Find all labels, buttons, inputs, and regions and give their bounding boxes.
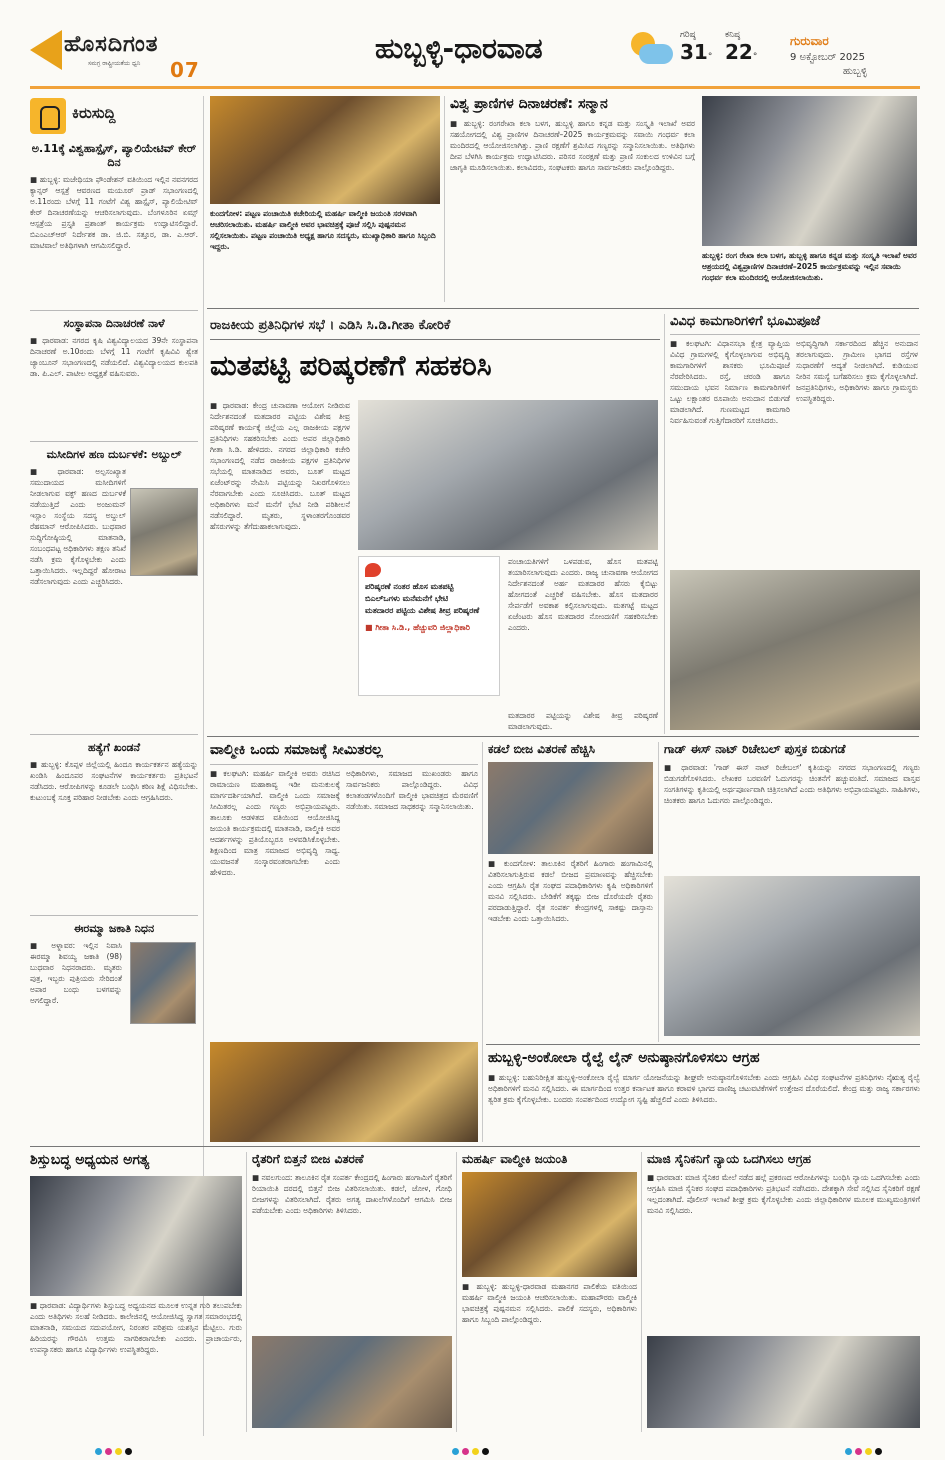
corporation-event-photo [462, 1172, 637, 1277]
black-dot-icon [125, 1448, 132, 1455]
registration-marks [95, 1440, 155, 1450]
valmiki-body-col1: ■ ಕಲಘಟಗಿ: ಮಹರ್ಷಿ ವಾಲ್ಮೀಕಿ ಅವರು ರಚಿಸಿದ ರಾಮಾಯಣ ಮಹಾಕಾವ್ಯ ಇಡೀ ಮನುಕುಲಕ್ಕೆ ಮಾರ್ಗದರ್ಶಿಯಾಗಿದೆ. ವಾಲ್ಮೀಕಿ ಒಂದು ಸಮಾಜಕ್ಕೆ ಸೀಮಿತರಲ್ಲ ಎಂದು ಗಣ್ಯರು ಅಭಿಪ್ರಾಯಪಟ್ಟರು. ತಾಲೂಕು ಆಡಳಿತದ ವತಿಯಿಂದ ಆಯೋಜಿಸಿದ್ದ ಜಯಂತಿ ಕಾರ್ಯಕ್ರಮದಲ್ಲಿ ಮಾತನಾಡಿ, ವಾಲ್ಮೀಕಿ ಅವರ ಆದರ್ಶಗಳನ್ನು ಪ್ರತಿಯೊಬ್ಬರೂ ಅಳವಡಿಸಿಕೊಳ್ಳಬೇಕು. ಶಿಕ್ಷಣದಿಂದ ಮಾತ್ರ ಸಮಾಜದ ಅಭಿವೃದ್ಧಿ ಸಾಧ್ಯ. ಯುವಜನತೆ ಸಂಸ್ಕಾರವಂತರಾಗಬೇಕು ಎಂದು ಹೇಳಿದರು. [210, 769, 340, 877]
divider [210, 764, 478, 765]
cyan-dot-icon [452, 1448, 459, 1455]
weekday-text: ಗುರುವಾರ [790, 34, 829, 48]
seeds-body: ■ ನವಲಗುಂದ: ತಾಲೂಕಿನ ರೈತ ಸಂಪರ್ಕ ಕೇಂದ್ರದಲ್ಲಿ ಹಿಂಗಾರು ಹಂಗಾಮಿಗೆ ರೈತರಿಗೆ ರಿಯಾಯಿತಿ ದರದಲ್ಲಿ ಬಿತ್ತನೆ ಬೀಜ ವಿತರಿಸಲಾಯಿತು. ಕಡಲೆ, ಜೋಳ, ಗೋಧಿ ಬೀಜಗಳನ್ನು ವಿತರಿಸಲಾಗಿದೆ. ರೈತರು ಅಗತ್ಯ ದಾಖಲೆಗಳೊಂದಿಗೆ ಆಗಮಿಸಿ ಬೀಜ ಪಡೆಯಬೇಕು ಎಂದು ಅಧಿಕಾರಿಗಳು ತಿಳಿಸಿದರು. [252, 1173, 452, 1215]
brief-headline: ಸಂಸ್ಥಾಪನಾ ದಿನಾಚರಣೆ ನಾಳೆ [63, 317, 165, 330]
divider [30, 441, 198, 442]
bhoomi-body-col1: ■ ಕಲಘಟಗಿ: ವಿಧಾನಸಭಾ ಕ್ಷೇತ್ರ ವ್ಯಾಪ್ತಿಯ ವಿವಿಧ ಗ್ರಾಮಗಳಲ್ಲಿ ಕೈಗೊಳ್ಳಲಾಗುವ ಅಭಿವೃದ್ಧಿ ಕಾಮಗಾರಿಗಳಿಗೆ ಶಾಸಕರು ಭೂಮಿಪೂಜೆ ನೆರವೇರಿಸಿದರು. ರಸ್ತೆ, ಚರಂಡಿ ಹಾಗೂ ಸಮುದಾಯ ಭವನ ನಿರ್ಮಾಣ ಕಾಮಗಾರಿಗಳಿಗೆ ಒಟ್ಟು ಲಕ್ಷಾಂತರ ರೂಪಾಯಿ ಅನುದಾನ ಬಿಡುಗಡೆ ಮಾಡಲಾಗಿದೆ. ಗುಣಮಟ್ಟದ ಕಾಮಗಾರಿ ನಿರ್ವಹಿಸುವಂತೆ ಗುತ್ತಿಗೆದಾರರಿಗೆ ಸೂಚಿಸಿದರು. [670, 339, 790, 425]
weekday [790, 30, 920, 50]
meeting-photo [358, 400, 658, 550]
lead-body-col3: ಪಂಚಾಯತಿಗಳಿಗೆ ಒಳಪಡುವ, ಹೊಸ ಮತಪಟ್ಟಿ ತಯಾರಿಸಲಾಗುವುದು ಎಂದರು. ರಾಜ್ಯ ಚುನಾವಣಾ ಆಯೋಗದ ನಿರ್ದೇಶನದಂತೆ ಅರ್ಹ ಮತದಾರರ ಹೆಸರು ಕೈಬಿಟ್ಟು ಹೋಗದಂತೆ ಎಚ್ಚರಿಕೆ ವಹಿಸಬೇಕು. ಹೊಸ ಮತದಾರರ ಸೇರ್ಪಡೆಗೆ ಅವಕಾಶ ಕಲ್ಪಿಸಲಾಗುವುದು. ಮತಗಟ್ಟೆ ಮಟ್ಟದ ಏಜೆಂಟರು ಹೊಸ ಮತದಾರರ ನೋಂದಣಿಗೆ ಸಹಕರಿಸಬೇಕು ಎಂದರು. [508, 557, 658, 632]
wildlife-caption: ಹುಬ್ಬಳ್ಳಿ: ರಂಗ ರೇಖಾ ಕಲಾ ಬಳಗ, ಹುಬ್ಬಳ್ಳಿ ಹಾಗೂ ಕನ್ನಡ ಮತ್ತು ಸಂಸ್ಕೃತಿ ಇಲಾಖೆ ಅವರ ಆಶ್ರಯದಲ್ಲಿ ವಿಶ್ವಪ್ರಾಣಿಗಳ ದಿನಾಚರಣೆ–2025 ಕಾರ್ಯಕ್ರಮವನ್ನು ಇಲ್ಲಿನ ಸವಾಯಿ ಗಂಧರ್ವ ಕಲಾ ಮಂದಿರದಲ್ಲಿ ಆಯೋಜಿಸಲಾಯಿತು. [702, 251, 917, 282]
quote-line: ಬಿಎಲ್‌ಒಗಳು ಮನೆಮನೆಗೆ ಭೇಟಿ [365, 594, 449, 603]
max-temp-label: ಗರಿಷ್ಠ [680, 30, 696, 40]
section-rule [486, 1044, 920, 1045]
brief-body: ■ ಹುಬ್ಬಳ್ಳಿ: ಕೊಪ್ಪಳ ಜಿಲ್ಲೆಯಲ್ಲಿ ಹಿಂದೂ ಕಾರ್ಯಕರ್ತನ ಹತ್ಯೆಯನ್ನು ಖಂಡಿಸಿ ಹಿಂದೂಪರ ಸಂಘಟನೆಗಳ ಕಾರ್ಯಕರ್ತರು ಪ್ರತಿಭಟನೆ ನಡೆಸಿದರು. ಆರೋಪಿಗಳನ್ನು ಕೂಡಲೇ ಬಂಧಿಸಿ ಕಠಿಣ ಶಿಕ್ಷೆ ವಿಧಿಸಬೇಕು. ಕುಟುಂಬಕ್ಕೆ ಸೂಕ್ತ ಪರಿಹಾರ ನೀಡಬೇಕು ಎಂದು ಆಗ್ರಹಿಸಿದರು. [30, 760, 198, 802]
logo-text: ಹೊಸದಿಗಂತ [64, 32, 159, 57]
yellow-dot-icon [865, 1448, 872, 1455]
min-temp-value: 22 [725, 40, 753, 64]
column-rule [641, 1152, 642, 1432]
railway-headline: ಹುಬ್ಬಳ್ಳಿ-ಅಂಕೋಲಾ ರೈಲ್ವೆ ಲೈನ್ ಅನುಷ್ಠಾನಗೊಳಿಸಲು ಆಗ್ರಹ [488, 1050, 760, 1066]
photo-caption: ಕುಂದಗೋಳ: ಪಟ್ಟಣ ಪಂಚಾಯಿತಿ ಕಚೇರಿಯಲ್ಲಿ ಮಹರ್ಷಿ ವಾಲ್ಮೀಕಿ ಜಯಂತಿ ಸರಳವಾಗಿ ಆಚರಿಸಲಾಯಿತು. ಮಹರ್ಷಿ ವಾಲ್ಮೀಕಿ ಅವರ ಭಾವಚಿತ್ರಕ್ಕೆ ಪೂಜೆ ಸಲ್ಲಿಸಿ ಪುಷ್ಪನಮನ ಸಲ್ಲಿಸಲಾಯಿತು. ಪಟ್ಟಣ ಪಂಚಾಯಿತಿ ಅಧ್ಯಕ್ಷ ಹಾಗೂ ಸದಸ್ಯರು, ಮುಖ್ಯಾಧಿಕಾರಿ ಹಾಗೂ ಸಿಬ್ಬಂದಿ ಇದ್ದರು. [210, 209, 436, 251]
magenta-dot-icon [462, 1448, 469, 1455]
soldier-body: ■ ಧಾರವಾಡ: ಮಾಜಿ ಸೈನಿಕರ ಮೇಲೆ ನಡೆದ ಹಲ್ಲೆ ಪ್ರಕರಣದ ಆರೋಪಿಗಳನ್ನು ಬಂಧಿಸಿ ನ್ಯಾಯ ಒದಗಿಸಬೇಕು ಎಂದು ಆಗ್ರಹಿಸಿ ಮಾಜಿ ಸೈನಿಕರ ಸಂಘದ ಪದಾಧಿಕಾರಿಗಳು ಪ್ರತಿಭಟನೆ ನಡೆಸಿದರು. ದೇಶಕ್ಕಾಗಿ ಸೇವೆ ಸಲ್ಲಿಸಿದ ಸೈನಿಕರಿಗೆ ರಕ್ಷಣೆ ಇಲ್ಲದಂತಾಗಿದೆ. ಪೊಲೀಸ್ ಇಲಾಖೆ ಶೀಘ್ರ ಕ್ರಮ ಕೈಗೊಳ್ಳಬೇಕು ಎಂದು ಜಿಲ್ಲಾಧಿಕಾರಿಗಳ ಮೂಲಕ ಮುಖ್ಯಮಂತ್ರಿಗಳಿಗೆ ಮನವಿ ಸಲ್ಲಿಸಿದರು. [647, 1173, 920, 1215]
magenta-dot-icon [105, 1448, 112, 1455]
lead-headline: ಮತಪಟ್ಟಿ ಪರಿಷ್ಕರಣೆಗೆ ಸಹಕರಿಸಿ [210, 349, 492, 382]
book-release-photo [664, 876, 920, 1036]
column-rule [444, 96, 445, 302]
bhoomi-body-col2: ಅಭಿವೃದ್ಧಿಗಾಗಿ ಸರ್ಕಾರದಿಂದ ಹೆಚ್ಚಿನ ಅನುದಾನ ತರಲಾಗುವುದು. ಗ್ರಾಮೀಣ ಭಾಗದ ರಸ್ತೆಗಳ ಸುಧಾರಣೆಗೆ ಆದ್ಯತೆ ನೀಡಲಾಗಿದೆ. ಕುಡಿಯುವ ನೀರಿನ ಸಮಸ್ಯೆ ಬಗೆಹರಿಸಲು ಕ್ರಮ ಕೈಗೊಳ್ಳಲಾಗಿದೆ. ಜನಪ್ರತಿನಿಧಿಗಳು, ಅಧಿಕಾರಿಗಳು ಹಾಗೂ ಗ್ರಾಮಸ್ಥರು ಉಪಸ್ಥಿತರಿದ್ದರು. [796, 339, 918, 403]
min-temp-block [725, 30, 775, 74]
bhoomi-headline: ವಿವಿಧ ಕಾಮಗಾರಿಗಳಿಗೆ ಭೂಮಿಪೂಜೆ [670, 314, 821, 329]
cyan-dot-icon [95, 1448, 102, 1455]
wildlife-headline: ವಿಶ್ವ ಪ್ರಾಣಿಗಳ ದಿನಾಚರಣೆ: ಸನ್ಮಾನ [450, 96, 608, 112]
discipline-body: ■ ಧಾರವಾಡ: ವಿದ್ಯಾರ್ಥಿಗಳು ಶಿಸ್ತುಬದ್ಧ ಅಧ್ಯಯನದ ಮೂಲಕ ಉನ್ನತ ಗುರಿ ತಲುಪಬೇಕು ಎಂದು ಅತಿಥಿಗಳು ಸಲಹೆ ನೀಡಿದರು. ಕಾಲೇಜಿನಲ್ಲಿ ಆಯೋಜಿಸಿದ್ದ ಸ್ವಾಗತ ಸಮಾರಂಭದಲ್ಲಿ ಮಾತನಾಡಿ, ಸಮಯದ ಸದುಪಯೋಗ, ನಿರಂತರ ಪರಿಶ್ರಮ ಯಶಸ್ಸಿನ ಮೆಟ್ಟಿಲು. ಗುರು ಹಿರಿಯರನ್ನು ಗೌರವಿಸಿ ಉತ್ತಮ ನಾಗರಿಕರಾಗಬೇಕು ಎಂದರು. ಪ್ರಾಚಾರ್ಯರು, ಉಪನ್ಯಾಸಕರು ಹಾಗೂ ವಿದ್ಯಾರ್ಥಿಗಳು ಉಪಸ್ಥಿತರಿದ್ದರು. [30, 1301, 242, 1354]
divider [30, 915, 198, 916]
brief-headline: ಹತ್ಯೆಗೆ ಖಂಡನೆ [87, 741, 141, 754]
brief-body: ■ ಅಳ್ನಾವರ: ಇಲ್ಲಿನ ನಿವಾಸಿ ಈರಮ್ಮಾ ಶಿವಯ್ಯ ಜಕಾತಿ (98) ಬುಧವಾರ ನಿಧನರಾದರು. ಮೃತರು ಪುತ್ರ, ಇಬ್ಬರು ಪುತ್ರಿಯರು ಸೇರಿದಂತೆ ಅಪಾರ ಬಂಧು ಬಳಗವನ್ನು ಅಗಲಿದ್ದಾರೆ. [30, 941, 122, 1005]
divider [30, 734, 198, 735]
brief-headline: ಈರಮ್ಮಾ ಜಕಾತಿ ನಿಧನ [73, 922, 155, 935]
soldier-headline: ಮಾಜಿ ಸೈನಿಕನಿಗೆ ನ್ಯಾಯ ಒದಗಿಸಲು ಆಗ್ರಹ [647, 1152, 811, 1166]
brief-body: ■ ಹುಬ್ಬಳ್ಳಿ: ಮಜೇಥಿಯಾ ಫೌಂಡೇಶನ್ ವತಿಯಿಂದ ಇಲ್ಲಿನ ನವನಗರದ ಕ್ಯಾನ್ಸರ್ ಆಸ್ಪತ್ರೆ ಆವರಣದ ಮಯೂರ್ ಪ್ರಾಡ್ ಸಭಾಂಗಣದಲ್ಲಿ ಅ.11ರಂದು ಬೆಳಗ್ಗೆ 11 ಗಂಟೆಗೆ ವಿಶ್ವ ಹಾಸ್ಪೈಸ್, ಪ್ಯಾಲಿಯೇಟಿವ್ ಕೇರ್ ದಿನಾಚರಣೆಯನ್ನು ಆಚರಿಸಲಾಗುವುದು. ಬೆಂಗಳೂರಿನ ಏಮ್ಸ್ ಆಸ್ಪತ್ರೆಯ ಪ್ರಸ್ತೃತಿ ಪ್ರಶಾಂತ್ ಕಾರ್ಯಕ್ರಮ ಉದ್ಘಾಟಿಸಲಿದ್ದಾರೆ. ಬಿಎಂಎಚ್‌ಆರ್ ನಿರ್ದೇಶಕ ಡಾ. ಜಿ.ಬಿ. ಸತ್ತೂರ, ಡಾ. ಎ.ಆರ್. ಮಾಟಿವಾಲೆ ಅತಿಥಿಗಳಾಗಿ ಆಗಮಿಸಲಿದ್ದಾರೆ. [30, 175, 198, 250]
divider [670, 334, 920, 335]
quote-attribution: ■ ಗೀತಾ ಸಿ.ಡಿ., ಹೆಚ್ಚುವರಿ ಜಿಲ್ಲಾಧಿಕಾರಿ [365, 623, 471, 632]
edition-city: ಹುಬ್ಬಳ್ಳಿ-ಧಾರವಾಡ [375, 32, 543, 65]
min-temp-label: ಕನಿಷ್ಠ [725, 30, 741, 40]
degree-sign: ° [707, 52, 713, 62]
brief-item [30, 448, 198, 728]
valmiki-jayanti-event-photo [210, 1042, 478, 1142]
kadale-headline: ಕಡಲೆ ಬೀಜ ವಿತರಣೆ ಹೆಚ್ಚಿಸಿ [488, 742, 596, 756]
wildlife-event-photo [702, 96, 917, 246]
seeds-headline: ರೈತರಿಗೆ ಬಿತ್ತನೆ ಬೀಜ ವಿತರಣೆ [252, 1152, 364, 1166]
page-number: 07 [170, 58, 200, 82]
degree-sign: ° [752, 52, 758, 62]
black-dot-icon [875, 1448, 882, 1455]
quote-line: ಪರಿಷ್ಕರಣೆ ನಂತರ ಹೊಸ ಮತಪಟ್ಟಿ [365, 582, 454, 591]
portrait-photo [130, 488, 198, 576]
brief-headline: ಮಸೀದಿಗಳ ಹಣ ದುರ್ಬಳಕೆ: ಅಬ್ದುಲ್ [46, 448, 182, 461]
yellow-dot-icon [472, 1448, 479, 1455]
jayanti-body: ■ ಹುಬ್ಬಳ್ಳಿ: ಹುಬ್ಬಳ್ಳಿ-ಧಾರವಾಡ ಮಹಾನಗರ ಪಾಲಿಕೆಯ ವತಿಯಿಂದ ಮಹರ್ಷಿ ವಾಲ್ಮೀಕಿ ಜಯಂತಿ ಆಚರಿಸಲಾಯಿತು. ಮಹಾಪೌರರು ವಾಲ್ಮೀಕಿ ಭಾವಚಿತ್ರಕ್ಕೆ ಪುಷ್ಪನಮನ ಸಲ್ಲಿಸಿದರು. ಪಾಲಿಕೆ ಸದಸ್ಯರು, ಅಧಿಕಾರಿಗಳು ಹಾಗೂ ಸಿಬ್ಬಂದಿ ಪಾಲ್ಗೊಂಡಿದ್ದರು. [462, 1282, 637, 1324]
column-rule [482, 742, 483, 1142]
kiru-suddi-title: ಕಿರುಸುದ್ದಿ [72, 104, 116, 122]
railway-body: ■ ಹುಬ್ಬಳ್ಳಿ: ಬಹುನಿರೀಕ್ಷಿತ ಹುಬ್ಬಳ್ಳಿ-ಅಂಕೋಲಾ ರೈಲ್ವೆ ಮಾರ್ಗ ಯೋಜನೆಯನ್ನು ಶೀಘ್ರವೇ ಅನುಷ್ಠಾನಗೊಳಿಸಬೇಕು ಎಂದು ಆಗ್ರಹಿಸಿ ವಿವಿಧ ಸಂಘಟನೆಗಳ ಪ್ರತಿನಿಧಿಗಳು ನೈಋತ್ಯ ರೈಲ್ವೆ ಅಧಿಕಾರಿಗಳಿಗೆ ಮನವಿ ಸಲ್ಲಿಸಿದರು. ಈ ಮಾರ್ಗದಿಂದ ಉತ್ತರ ಕರ್ನಾಟಕ ಹಾಗೂ ಕರಾವಳಿ ಭಾಗದ ವಾಣಿಜ್ಯ ಚಟುವಟಿಕೆಗಳಿಗೆ ಉತ್ತೇಜನ ದೊರೆಯಲಿದೆ. ಕೇಂದ್ರ ಮತ್ತು ರಾಜ್ಯ ಸರ್ಕಾರಗಳು ತ್ವರಿತ ಕ್ರಮ ಕೈಗೊಳ್ಳಬೇಕು. ಬಂದರು ಸಂಪರ್ಕದಿಂದ ಉದ್ಯೋಗ ಸೃಷ್ಟಿ ಹೆಚ್ಚಲಿದೆ ಎಂದು ತಿಳಿಸಿದರು. [488, 1073, 920, 1104]
brief-headline: ಅ.11ಕ್ಕೆ ವಿಶ್ವಹಾಸ್ಪೈಸ್, ಪ್ಯಾಲಿಯೇಟಿವ್ ಕೇರ್ ದಿನ [31, 142, 197, 169]
logo-chevron-icon [30, 30, 62, 70]
max-temp-block [680, 30, 730, 74]
magenta-dot-icon [855, 1448, 862, 1455]
jayanti-headline: ಮಹರ್ಷಿ ವಾಲ್ಮೀಕಿ ಜಯಂತಿ [462, 1152, 568, 1166]
cyan-dot-icon [845, 1448, 852, 1455]
hand-pointing-icon [30, 98, 66, 134]
bhoomi-pooje-photo [670, 570, 920, 730]
column-rule [456, 1152, 457, 1432]
students-group-photo [30, 1176, 242, 1296]
quote-line: ಮತದಾರರ ಪಟ್ಟಿಯ ವಿಶೇಷ ತೀವ್ರ ಪರಿಷ್ಕರಣೆ [365, 606, 480, 615]
issue-date: 9 ಅಕ್ಟೋಬರ್ 2025 [790, 52, 865, 63]
brief-body-wrap-text: ■ ಧಾರವಾಡ: ಅಲ್ಪಸಂಖ್ಯಾತ ಸಮುದಾಯದ ಮಸೀದಿಗಳಿಗೆ ನೀಡಲಾಗುವ ವಕ್ಫ್ ಹಣದ ದುರ್ಬಳಕೆ ನಡೆಯುತ್ತಿದೆ ಎಂದು ಅಂಜುಮನ್ ಇಸ್ಲಾಂ ಸಂಸ್ಥೆಯ ಸದಸ್ಯ ಅಬ್ದುಲ್ ರೆಹಮಾನ್ ಆರೋಪಿಸಿದರು. ಬುಧವಾರ ಸುದ್ದಿಗೋಷ್ಠಿಯಲ್ಲಿ ಮಾತನಾಡಿ, ಸಂಬಂಧಪಟ್ಟ ಅಧಿಕಾರಿಗಳು ತಕ್ಷಣ ತನಿಖೆ ನಡೆಸಿ ಕ್ರಮ ಕೈಗೊಳ್ಳಬೇಕು ಎಂದು ಒತ್ತಾಯಿಸಿದರು. ಇಲ್ಲದಿದ್ದರೆ ಹೋರಾಟ ನಡೆಸಲಾಗುವುದು ಎಂದು ಎಚ್ಚರಿಸಿದರು. [30, 467, 126, 586]
registration-marks [845, 1440, 905, 1450]
discipline-headline: ಶಿಸ್ತುಬದ್ಧ ಅಧ್ಯಯನ ಅಗತ್ಯ [30, 1152, 150, 1168]
column-rule [246, 1152, 247, 1432]
protest-photo [647, 1336, 920, 1428]
section-rule [207, 736, 919, 737]
seed-distribution-photo [488, 762, 653, 854]
masthead [0, 0, 945, 90]
registration-marks [452, 1440, 512, 1450]
book-headline: ಗಾಡ್ ಈಸ್ ನಾಟ್ ರಿಚೇಬಲ್ ಪುಸ್ತಕ ಬಿಡುಗಡೆ [664, 742, 846, 756]
book-body: ■ ಧಾರವಾಡ: 'ಗಾಡ್ ಈಸ್ ನಾಟ್ ರಿಚೇಬಲ್' ಕೃತಿಯನ್ನು ನಗರದ ಸಭಾಂಗಣದಲ್ಲಿ ಗಣ್ಯರು ಬಿಡುಗಡೆಗೊಳಿಸಿದರು. ಲೇಖಕರ ಬರವಣಿಗೆ ಓದುಗರನ್ನು ಚಿಂತನೆಗೆ ಹಚ್ಚುವಂತಿದೆ. ಸಮಾಜದ ವಾಸ್ತವ ಸಂಗತಿಗಳನ್ನು ಕೃತಿಯಲ್ಲಿ ಅರ್ಥಪೂರ್ಣವಾಗಿ ಚಿತ್ರಿಸಲಾಗಿದೆ ಎಂದು ಅತಿಥಿಗಳು ಅಭಿಪ್ರಾಯಪಟ್ಟರು. ಸಾಹಿತಿಗಳು, ಚಿಂತಕರು ಹಾಗೂ ಓದುಗರು ಪಾಲ್ಗೊಂಡಿದ್ದರು. [664, 763, 920, 805]
brief-body: ■ ಧಾರವಾಡ: ನಗರದ ಕೃಷಿ ವಿಶ್ವವಿದ್ಯಾಲಯದ 39ನೇ ಸಂಸ್ಥಾಪನಾ ದಿನಾಚರಣೆ ಅ.10ರಂದು ಬೆಳಗ್ಗೆ 11 ಗಂಟೆಗೆ ಕೃಷಿವಿವಿ ಶ್ವೇತ ಜ್ಯಾಂಬೂನ್ ಸಭಾಂಗಣದಲ್ಲಿ ನಡೆಯಲಿದೆ. ವಿಶ್ವವಿದ್ಯಾಲಯದ ಕುಲಪತಿ ಡಾ. ಪಿ.ಎಲ್. ಪಾಟೀಲ ಅಧ್ಯಕ್ಷತೆ ವಹಿಸುವರು. [30, 336, 198, 378]
logo-tagline: ಸಮಗ್ರ ರಾಷ್ಟ್ರೀಯತೆಯ ಧ್ವನಿ [88, 60, 141, 67]
black-dot-icon [482, 1448, 489, 1455]
masthead-rule [30, 86, 920, 89]
section-rule [30, 1146, 920, 1147]
brief-item [30, 922, 198, 1030]
kiru-suddi-header [30, 98, 200, 134]
lead-body-col1: ■ ಧಾರವಾಡ: ಕೇಂದ್ರ ಚುನಾವಣಾ ಆಯೋಗ ನೀಡಿರುವ ನಿರ್ದೇಶನದಂತೆ ಮತದಾರರ ಪಟ್ಟಿಯ ವಿಶೇಷ ತೀವ್ರ ಪರಿಷ್ಕರಣೆ ಕಾರ್ಯಕ್ಕೆ ಜಿಲ್ಲೆಯ ಎಲ್ಲ ರಾಜಕೀಯ ಪಕ್ಷಗಳ ಪ್ರತಿನಿಧಿಗಳು ಸಹಕರಿಸಬೇಕು ಎಂದು ಅಪರ ಜಿಲ್ಲಾಧಿಕಾರಿ ಗೀತಾ ಸಿ.ಡಿ. ಹೇಳಿದರು. ನಗರದ ಜಿಲ್ಲಾಧಿಕಾರಿ ಕಚೇರಿ ಸಭಾಂಗಣದಲ್ಲಿ ನಡೆದ ರಾಜಕೀಯ ಪಕ್ಷಗಳ ಪ್ರತಿನಿಧಿಗಳ ಸಭೆಯಲ್ಲಿ ಮಾತನಾಡಿದ ಅವರು, ಬೂತ್ ಮಟ್ಟದ ಏಜೆಂಟ್‌ರನ್ನು ನೇಮಿಸಿ ಪಟ್ಟಿಯನ್ನು ನಿಖರಗೊಳಿಸಲು ನೆರವಾಗಬೇಕು ಎಂದು ಸೂಚಿಸಿದರು. ಬೂತ್ ಮಟ್ಟದ ಅಧಿಕಾರಿಗಳು ಮನೆ ಮನೆಗೆ ಭೇಟಿ ನೀಡಿ ಪರಿಶೀಲನೆ ನಡೆಸಲಿದ್ದಾರೆ. ಮೃತರು, ಸ್ಥಳಾಂತರಗೊಂಡವರ ಹೆಸರುಗಳನ್ನು ತೆಗೆದುಹಾಕಲಾಗುವುದು. [210, 401, 350, 531]
lead-kicker-bar [210, 314, 660, 340]
lead-footline: ಮತದಾರರ ಪಟ್ಟಿಯನ್ನು ವಿಶೇಷ ತೀವ್ರ ಪರಿಷ್ಕರಣೆ ಮಾಡಲಾಗುವುದು. [508, 711, 658, 731]
max-temp-value: 31 [680, 40, 708, 64]
quote-icon [365, 563, 381, 577]
weather-partly-cloudy-icon [625, 30, 675, 70]
column-rule [664, 314, 665, 734]
obituary-photo [130, 942, 196, 1024]
issue-location: ಹುಬ್ಬಳ್ಳಿ [842, 66, 868, 77]
valmiki-headline: ವಾಲ್ಮೀಕಿ ಒಂದು ಸಮಾಜಕ್ಕೆ ಸೀಮಿತರಲ್ಲ [210, 742, 383, 758]
yellow-dot-icon [115, 1448, 122, 1455]
section-rule [207, 308, 919, 309]
column-rule [658, 742, 659, 1042]
valmiki-jayanti-photo [210, 96, 440, 204]
valmiki-body-col2: ಅಧಿಕಾರಿಗಳು, ಸಮಾಜದ ಮುಖಂಡರು ಹಾಗೂ ಸಾರ್ವಜನಿಕರು ಪಾಲ್ಗೊಂಡಿದ್ದರು. ವಿವಿಧ ಕಲಾತಂಡಗಳೊಂದಿಗೆ ವಾಲ್ಮೀಕಿ ಭಾವಚಿತ್ರದ ಮೆರವಣಿಗೆ ನಡೆಯಿತು. ಸಮಾಜದ ಸಾಧಕರನ್ನು ಸನ್ಮಾನಿಸಲಾಯಿತು. [346, 769, 478, 811]
newspaper-logo [30, 30, 230, 82]
lead-kicker: ರಾಜಕೀಯ ಪ್ರತಿನಿಧಿಗಳ ಸಭೆ । ಎಡಿಸಿ ಸಿ.ಡಿ.ಗೀತಾ ಕೋರಿಕೆ [210, 318, 451, 333]
divider [30, 310, 198, 311]
kadale-body: ■ ಕುಂದಗೋಳ: ತಾಲೂಕಿನ ರೈತರಿಗೆ ಹಿಂಗಾರು ಹಂಗಾಮಿನಲ್ಲಿ ವಿತರಿಸಲಾಗುತ್ತಿರುವ ಕಡಲೆ ಬೀಜದ ಪ್ರಮಾಣವನ್ನು ಹೆಚ್ಚಿಸಬೇಕು ಎಂದು ಆಗ್ರಹಿಸಿ ರೈತ ಸಂಘದ ಪದಾಧಿಕಾರಿಗಳು ಕೃಷಿ ಅಧಿಕಾರಿಗಳಿಗೆ ಮನವಿ ಸಲ್ಲಿಸಿದರು. ಬೇಡಿಕೆಗೆ ತಕ್ಕಷ್ಟು ಬೀಜ ದೊರೆಯದೇ ರೈತರು ಪರದಾಡುತ್ತಿದ್ದಾರೆ. ರೈತ ಸಂಪರ್ಕ ಕೇಂದ್ರಗಳಲ್ಲಿ ಸಾಕಷ್ಟು ದಾಸ್ತಾನು ಇಡಬೇಕು ಎಂದು ಒತ್ತಾಯಿಸಿದರು. [488, 859, 653, 923]
brief-item [30, 317, 198, 435]
brief-item [30, 142, 198, 304]
brief-item [30, 741, 198, 909]
lead-quote-box [358, 556, 500, 696]
farmers-photo [252, 1336, 452, 1428]
wildlife-body: ■ ಹುಬ್ಬಳ್ಳಿ: ರಂಗರೇಖಾ ಕಲಾ ಬಳಗ, ಹುಬ್ಬಳ್ಳಿ ಹಾಗೂ ಕನ್ನಡ ಮತ್ತು ಸಂಸ್ಕೃತಿ ಇಲಾಖೆ ಅವರ ಸಹಯೋಗದಲ್ಲಿ ವಿಶ್ವ ಪ್ರಾಣಿಗಳ ದಿನಾಚರಣೆ–2025 ಕಾರ್ಯಕ್ರಮವನ್ನು ಸವಾಯಿ ಗಂಧರ್ವ ಕಲಾ ಮಂದಿರದಲ್ಲಿ ಆಯೋಜಿಸಲಾಗಿತ್ತು. ಪ್ರಾಣಿ ರಕ್ಷಣೆಗೆ ಶ್ರಮಿಸಿದ ಗಣ್ಯರನ್ನು ಸನ್ಮಾನಿಸಲಾಯಿತು. ಅತಿಥಿಗಳು ದೀಪ ಬೆಳಗಿಸಿ ಕಾರ್ಯಕ್ರಮ ಉದ್ಘಾಟಿಸಿದರು. ಪರಿಸರ ಸಂರಕ್ಷಣೆ ಮತ್ತು ಪ್ರಾಣಿ ಸಂಕುಲದ ಉಳಿವಿನ ಬಗ್ಗೆ ಜಾಗೃತಿ ಮೂಡಿಸಲಾಯಿತು. ಕಲಾವಿದರು, ಸಂಘಟಕರು ಹಾಗೂ ಸಾರ್ವಜನಿಕರು ಪಾಲ್ಗೊಂಡಿದ್ದರು. [450, 119, 695, 172]
